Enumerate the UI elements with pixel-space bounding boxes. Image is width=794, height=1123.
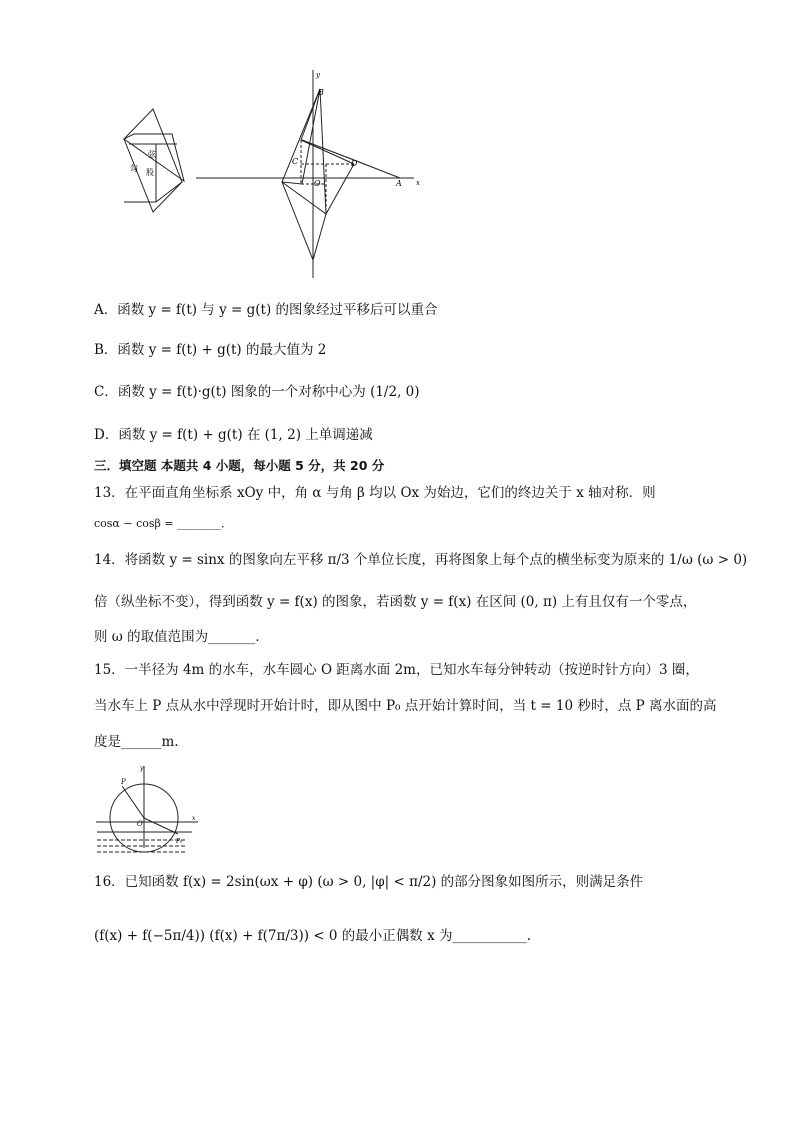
point-A: A bbox=[396, 179, 402, 188]
q14-line2: 倍（纵坐标不变），得到函数 y = f(x) 的图象，若函数 y = f(x) 在区间 (0, π) 上有且仅有一个零点， bbox=[94, 594, 697, 610]
q15-line2: 当水车上 P 点从水中浮现时开始计时，即从图中 P₀ 点开始计算时间，当 t = 10 秒时，点 P 离水面的高 bbox=[94, 698, 717, 714]
option-b: B．函数 y = f(t) + g(t) 的最大值为 2 bbox=[94, 342, 327, 358]
y-axis-label: y bbox=[316, 71, 320, 79]
label-mid: 股 bbox=[146, 168, 154, 177]
label-top: 弦 bbox=[148, 150, 156, 159]
option-a: A．函数 y = f(t) 与 y = g(t) 的图象经过平移后可以重合 bbox=[94, 302, 438, 318]
q16-line1: 16．已知函数 f(x) = 2sin(ωx + φ) (ω > 0, |φ| < π/2) 的部分图象如图所示，则满足条件 bbox=[94, 874, 644, 890]
water-wheel-figure bbox=[92, 762, 202, 858]
q16-line2: (f(x) + f(−5π/4)) (f(x) + f(7π/3)) < 0 的最小正偶数 x 为___________. bbox=[94, 928, 532, 944]
point-O: O bbox=[314, 179, 321, 188]
point-O2: O bbox=[137, 820, 143, 828]
x-axis-label-2: x bbox=[192, 815, 196, 822]
q14-line1: 14．将函数 y = sinx 的图象向左平移 π/3 个单位长度，再将图象上每个点的横坐标变为原来的 1/ω (ω > 0) bbox=[94, 552, 748, 568]
point-B: B bbox=[318, 88, 324, 97]
q15-line3: 度是______m. bbox=[94, 734, 179, 750]
option-d: D．函数 y = f(t) + g(t) 在 (1, 2) 上单调递减 bbox=[94, 427, 373, 443]
option-c: C．函数 y = f(t)·g(t) 图象的一个对称中心为 (1/2, 0) bbox=[94, 384, 420, 400]
label-left: 勾 bbox=[130, 164, 138, 173]
point-D: D bbox=[351, 159, 358, 168]
point-P: P bbox=[121, 778, 126, 786]
point-C: C bbox=[292, 157, 299, 166]
q13-line1: 13．在平面直角坐标系 xOy 中，角 α 与角 β 均以 Ox 为始边，它们的终边关于 x 轴对称．则 bbox=[94, 485, 656, 501]
q13-line2: cosα − cosβ = ________． bbox=[94, 517, 233, 530]
section-heading: 三．填空题 本题共 4 小题，每小题 5 分，共 20 分 bbox=[94, 458, 385, 473]
point-P0: P₀ bbox=[176, 838, 183, 845]
pythagoras-star-figure bbox=[96, 64, 436, 282]
x-axis-label: x bbox=[416, 179, 420, 187]
q15-line1: 15．一半径为 4m 的水车，水车圆心 O 距离水面 2m，已知水车每分钟转动（按逆时针方向）3 圈， bbox=[94, 662, 699, 678]
y-axis-label-2: y bbox=[140, 765, 144, 772]
q14-line3: 则 ω 的取值范围为_______． bbox=[94, 629, 269, 645]
